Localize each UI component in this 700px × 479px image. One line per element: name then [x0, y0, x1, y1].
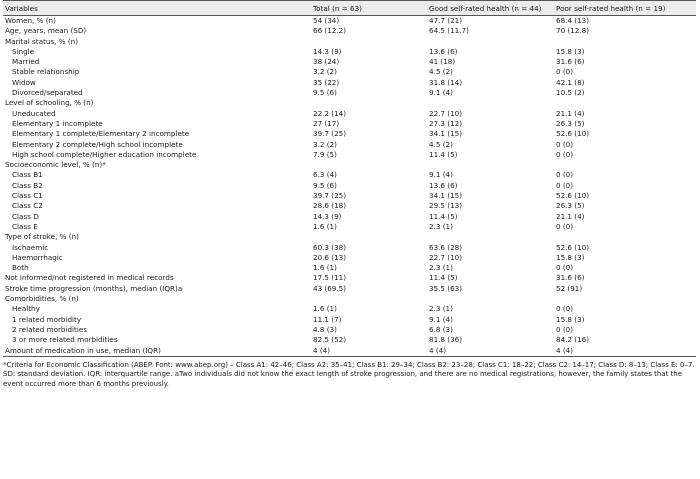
cell-poor-health: [554, 232, 696, 242]
cell-good-health: [427, 232, 554, 242]
table-row: [3, 140, 696, 150]
cell-poor-health: 68.4 (13): [556, 16, 590, 25]
cell-poor-health: 0 (0): [556, 180, 574, 190]
cell-total: 66 (12.2): [313, 26, 347, 36]
cell-good-health: 2.3 (1): [429, 304, 453, 314]
cell-good-health: 13.6 (6): [429, 46, 458, 56]
table-row: [3, 273, 696, 283]
cell-poor-health: 0 (0): [556, 304, 574, 314]
table-row: [3, 284, 696, 294]
header-row: [3, 1, 696, 16]
cell-poor-health: 21.1 (4): [556, 211, 585, 221]
table-row: [3, 57, 696, 67]
cell-poor-health: 15.8 (3): [556, 252, 585, 262]
cell-poor-health: 52.6 (10): [556, 191, 590, 201]
table-body: [3, 16, 696, 357]
cell-total: 7.9 (5): [313, 149, 337, 159]
cell-poor-health: [554, 160, 696, 170]
cell-total: [311, 98, 427, 108]
table-row: [3, 222, 696, 232]
row-label: 2 related morbidities: [12, 324, 88, 334]
cell-poor-health: 0 (0): [556, 170, 574, 180]
table-row: [3, 78, 696, 88]
cell-good-health: 34.1 (15): [429, 129, 463, 139]
cell-good-health: 35.5 (63): [429, 283, 463, 293]
cell-poor-health: 0 (0): [556, 324, 574, 334]
cell-poor-health: [554, 98, 696, 108]
cell-total: 28.6 (18): [313, 201, 347, 211]
row-label: Class C2: [12, 201, 43, 211]
cell-total: 54 (34): [313, 16, 340, 25]
row-label: Class C1: [12, 191, 43, 201]
cell-good-health: 11.4 (5): [429, 149, 458, 159]
cell-poor-health: 0 (0): [556, 263, 574, 273]
cell-total: 11.1 (7): [313, 314, 342, 324]
cell-total: 38 (24): [313, 57, 340, 67]
cell-good-health: 22.7 (10): [429, 252, 463, 262]
header-total: Total (n = 63): [311, 1, 427, 16]
cell-total: 39.7 (25): [313, 191, 347, 201]
cell-total: 4 (4): [311, 346, 427, 357]
cell-good-health: 22.7 (10): [429, 108, 463, 118]
cell-poor-health: 52 (91): [556, 283, 583, 293]
row-label: Class B2: [12, 180, 43, 190]
cell-total: 1.6 (1): [313, 263, 337, 273]
table-row: [3, 129, 696, 139]
cell-poor-health: [554, 294, 696, 304]
cell-total: 39.7 (25): [313, 129, 347, 139]
cell-good-health: [427, 98, 554, 108]
cell-total: [311, 232, 427, 242]
cell-good-health: 11.4 (5): [429, 273, 458, 283]
cell-poor-health: 4 (4): [554, 346, 696, 357]
cell-good-health: 2.3 (1): [429, 221, 453, 231]
header-poor-health: Poor self-rated health (n = 19): [554, 1, 696, 16]
cell-poor-health: 0 (0): [556, 149, 574, 159]
row-label: Married: [12, 57, 40, 67]
table-row: [3, 88, 696, 98]
cell-good-health: 81.8 (36): [429, 335, 463, 345]
table-row: [3, 346, 696, 357]
cell-total: 22.2 (14): [313, 108, 347, 118]
cell-poor-health: [554, 37, 696, 47]
table-header: [3, 1, 696, 16]
row-label: Both: [12, 263, 29, 273]
row-label: Socioeconomic level, % (n)*: [5, 160, 106, 170]
row-label: Single: [12, 46, 35, 56]
table-footnote: *Criteria for Economic Classification (ABEP. Font: www.abep.org) – Class A1: 42–46; Class A2: 35–41; Class B1: 29–34; Class B2: 23–28; Class C1: 18–22; Class C2: 14–17; Class D: 8–13; Class E: 0–7. SD: standard deviation. IQR: interquartile range. aTwo individuals did not know the exact length of stroke progression, and there are no medical registrations; however, the family states that the event occurred more than 6 months previously.: [3, 360, 695, 388]
cell-good-health: 31.8 (14): [429, 77, 463, 87]
table-row: [3, 160, 696, 170]
cell-total: 35 (22): [313, 77, 340, 87]
row-label: 1 related morbidity: [12, 314, 82, 324]
row-label: Stable relationship: [12, 67, 80, 77]
table-row: [3, 119, 696, 129]
cell-poor-health: 31.6 (6): [556, 273, 585, 283]
cell-poor-health: 31.6 (6): [556, 57, 585, 67]
table-row: [3, 170, 696, 180]
cell-total: [311, 160, 427, 170]
header-variables: Variables: [3, 1, 311, 16]
table-row: [3, 37, 696, 47]
row-label: Uneducated: [12, 108, 56, 118]
table-row: [3, 304, 696, 314]
cell-good-health: 4.5 (2): [429, 139, 453, 149]
table-row: [3, 47, 696, 57]
table-row: [3, 263, 696, 273]
header-good-health: Good self-rated health (n = 44): [427, 1, 554, 16]
row-label: Class D: [12, 211, 39, 221]
table-row: [3, 98, 696, 108]
cell-poor-health: 21.1 (4): [556, 108, 585, 118]
cell-total: 4.8 (3): [313, 324, 337, 334]
cell-total: 3.2 (2): [313, 139, 337, 149]
cell-total: 6.3 (4): [313, 170, 337, 180]
cell-good-health: [427, 294, 554, 304]
row-label: Elementary 1 incomplete: [12, 118, 103, 128]
row-label: Divorced/separated: [12, 88, 83, 98]
cell-poor-health: 42.1 (8): [556, 77, 585, 87]
row-label: Elementary 1 complete/Elementary 2 incomplete: [12, 129, 190, 139]
cell-good-health: 6.8 (3): [429, 324, 453, 334]
table-row: [3, 335, 696, 345]
cell-good-health: 13.6 (6): [429, 180, 458, 190]
row-label: Marital status, % (n): [5, 36, 78, 46]
cell-total: 20.6 (13): [313, 252, 347, 262]
row-label: Widow: [12, 77, 36, 87]
cell-total: 60.3 (38): [313, 242, 347, 252]
cell-total: 14.3 (9): [313, 211, 342, 221]
cell-good-health: 63.6 (28): [429, 242, 463, 252]
table-row: [3, 16, 696, 27]
table-row: [3, 325, 696, 335]
cell-total: 27 (17): [313, 118, 340, 128]
cell-good-health: 2.3 (1): [429, 263, 453, 273]
row-label: Stroke time progression (months), median (IQR)a: [5, 283, 183, 293]
table-row: [3, 109, 696, 119]
cell-poor-health: 0 (0): [556, 139, 574, 149]
cell-total: 17.5 (11): [313, 273, 347, 283]
cell-total: 9.5 (6): [313, 180, 337, 190]
cell-total: 82.5 (52): [313, 335, 347, 345]
row-label: Comorbidities, % (n): [5, 294, 79, 304]
row-label: Level of schooling, % (n): [5, 98, 94, 108]
cell-poor-health: 0 (0): [556, 221, 574, 231]
cell-poor-health: 52.6 (10): [556, 242, 590, 252]
table-row: [3, 232, 696, 242]
cell-good-health: 9.1 (4): [429, 314, 453, 324]
row-label: Not informed/not registered in medical records: [5, 273, 174, 283]
cell-total: [311, 294, 427, 304]
cell-good-health: [427, 160, 554, 170]
cell-poor-health: 10.5 (2): [556, 88, 585, 98]
cell-poor-health: 52.6 (10): [556, 129, 590, 139]
cell-poor-health: 0 (0): [556, 67, 574, 77]
row-label: Type of stroke, % (n): [5, 232, 79, 242]
cell-good-health: 41 (18): [429, 57, 456, 67]
cell-poor-health: 26.3 (5): [556, 201, 585, 211]
row-label: Healthy: [12, 304, 40, 314]
table-row: [3, 243, 696, 253]
characteristics-table: [3, 0, 696, 357]
cell-poor-health: 15.8 (3): [556, 46, 585, 56]
cell-good-health: 4.5 (2): [429, 67, 453, 77]
row-label: High school complete/Higher education incomplete: [12, 149, 197, 159]
row-label: Ischaemic: [12, 242, 49, 252]
cell-total: 9.5 (6): [313, 88, 337, 98]
cell-good-health: 47.7 (21): [429, 16, 463, 25]
table-row: [3, 315, 696, 325]
cell-total: 14.3 (9): [313, 46, 342, 56]
row-label: Haemorrhagic: [12, 252, 63, 262]
cell-good-health: 4 (4): [427, 346, 554, 357]
table-row: [3, 191, 696, 201]
cell-good-health: 64.5 (11.7): [429, 26, 469, 36]
row-label: Women, % (n): [5, 16, 56, 25]
cell-total: [311, 37, 427, 47]
cell-good-health: [427, 37, 554, 47]
row-label: Amount of medication in use, median (IQR): [3, 346, 311, 357]
row-label: Class E: [12, 221, 38, 231]
table-row: [3, 67, 696, 77]
cell-good-health: 11.4 (5): [429, 211, 458, 221]
table-row: [3, 294, 696, 304]
cell-total: 3.2 (2): [313, 67, 337, 77]
row-label: Age, years, mean (SD): [5, 26, 87, 36]
cell-poor-health: 70 (12.8): [556, 26, 590, 36]
cell-good-health: 29.5 (13): [429, 201, 463, 211]
cell-good-health: 9.1 (4): [429, 170, 453, 180]
row-label: Elementary 2 complete/High school incomplete: [12, 139, 183, 149]
cell-good-health: 34.1 (15): [429, 191, 463, 201]
cell-total: 1.6 (1): [313, 304, 337, 314]
cell-poor-health: 84.2 (16): [556, 335, 590, 345]
row-label: Class B1: [12, 170, 43, 180]
cell-poor-health: 15.8 (3): [556, 314, 585, 324]
cell-poor-health: 26.3 (5): [556, 118, 585, 128]
row-label: 3 or more related morbidities: [12, 335, 118, 345]
table-row: [3, 181, 696, 191]
cell-good-health: 27.3 (12): [429, 118, 463, 128]
table-row: [3, 253, 696, 263]
table-row: [3, 212, 696, 222]
table-row: [3, 150, 696, 160]
cell-total: 1.6 (1): [313, 221, 337, 231]
table-row: [3, 26, 696, 36]
cell-total: 43 (69.5): [313, 283, 347, 293]
table-row: [3, 201, 696, 211]
cell-good-health: 9.1 (4): [429, 88, 453, 98]
